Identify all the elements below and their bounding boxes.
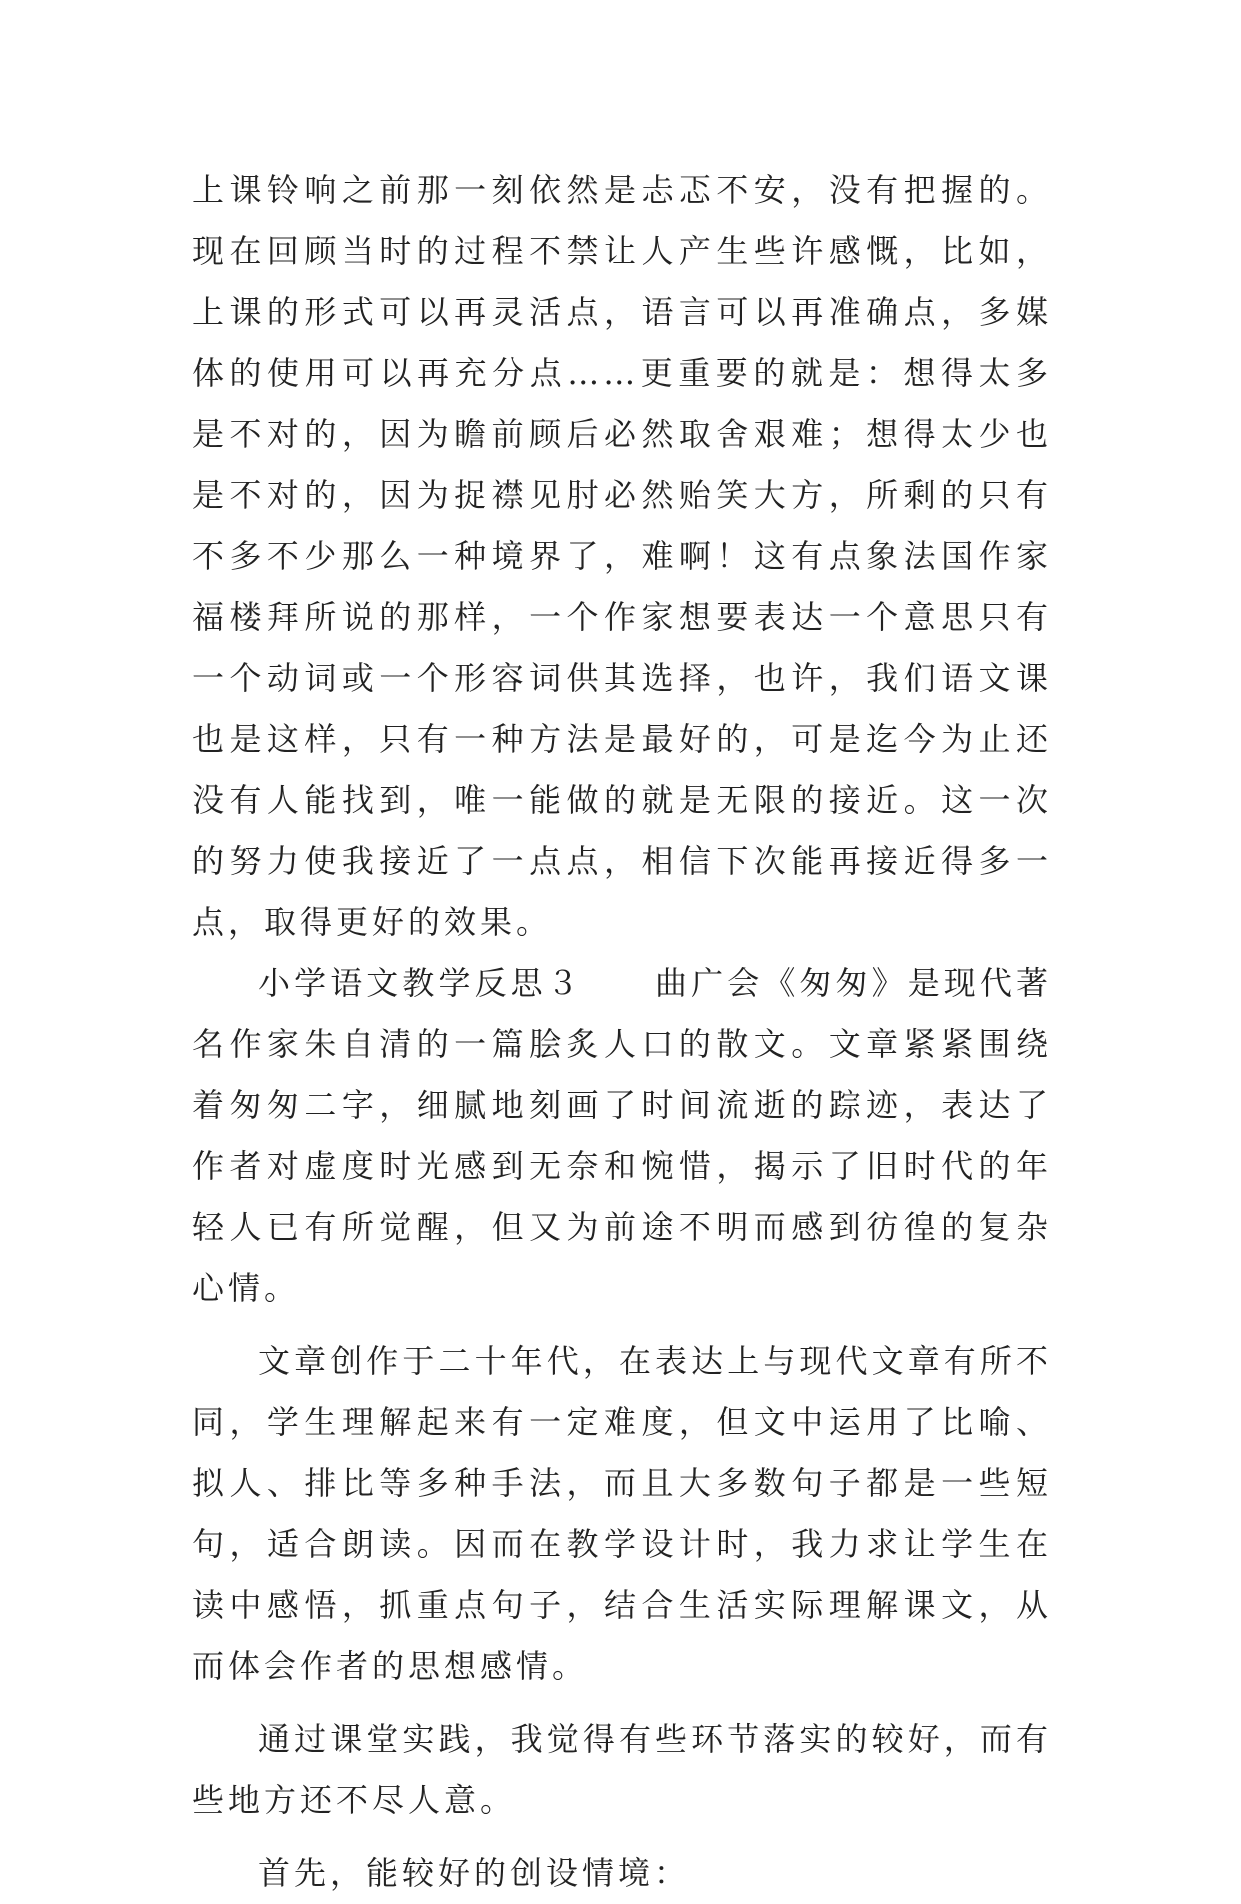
- document-body: [192, 160, 1052, 1904]
- paragraph-classroom-practice: 通过课堂实践，我觉得有些环节落实的较好，而有些地方还不尽人意。: [192, 1720, 1052, 1819]
- paragraph-first-point: 首先，能较好的创设情境：: [258, 1854, 691, 1892]
- paragraph-reflection-3-intro: 小学语文教学反思３ 曲广会《匆匆》是现代著名作家朱自清的一篇脍炙人口的散文。文章紧紧围绕着匆匆二字，细腻地刻画了时间流逝的踪迹，表达了作者对虚度时光感到无奈和惋惜，揭示了旧时代的年轻人已有所觉醒，但又为前途不明而感到彷徨的复杂心情。: [192, 964, 1052, 1307]
- paragraph-continuation: 上课铃响之前那一刻依然是忐忑不安，没有把握的。现在回顾当时的过程不禁让人产生些许感慨，比如，上课的形式可以再灵活点，语言可以再准确点，多媒体的使用可以再充分点……更重要的就是：想得太多是不对的，因为瞻前顾后必然取舍艰难；想得太少也是不对的，因为捉襟见肘必然贻笑大方，所剩的只有不多不少那么一种境界了，难啊！这有点象法国作家福楼拜所说的那样，一个作家想要表达一个意思只有一个动词或一个形容词供其选择，也许，我们语文课也是这样，只有一种方法是最好的，可是迄今为止还没有人能找到，唯一能做的就是无限的接近。这一次的努力使我接近了一点点，相信下次能再接近得多一点，取得更好的效果。: [192, 171, 1052, 941]
- paragraph-writing-analysis: 文章创作于二十年代，在表达上与现代文章有所不同，学生理解起来有一定难度，但文中运用了比喻、拟人、排比等多种手法，而且大多数句子都是一些短句，适合朗读。因而在教学设计时，我力求让学生在读中感悟，抓重点句子，结合生活实际理解课文，从而体会作者的思想感情。: [192, 1342, 1052, 1685]
